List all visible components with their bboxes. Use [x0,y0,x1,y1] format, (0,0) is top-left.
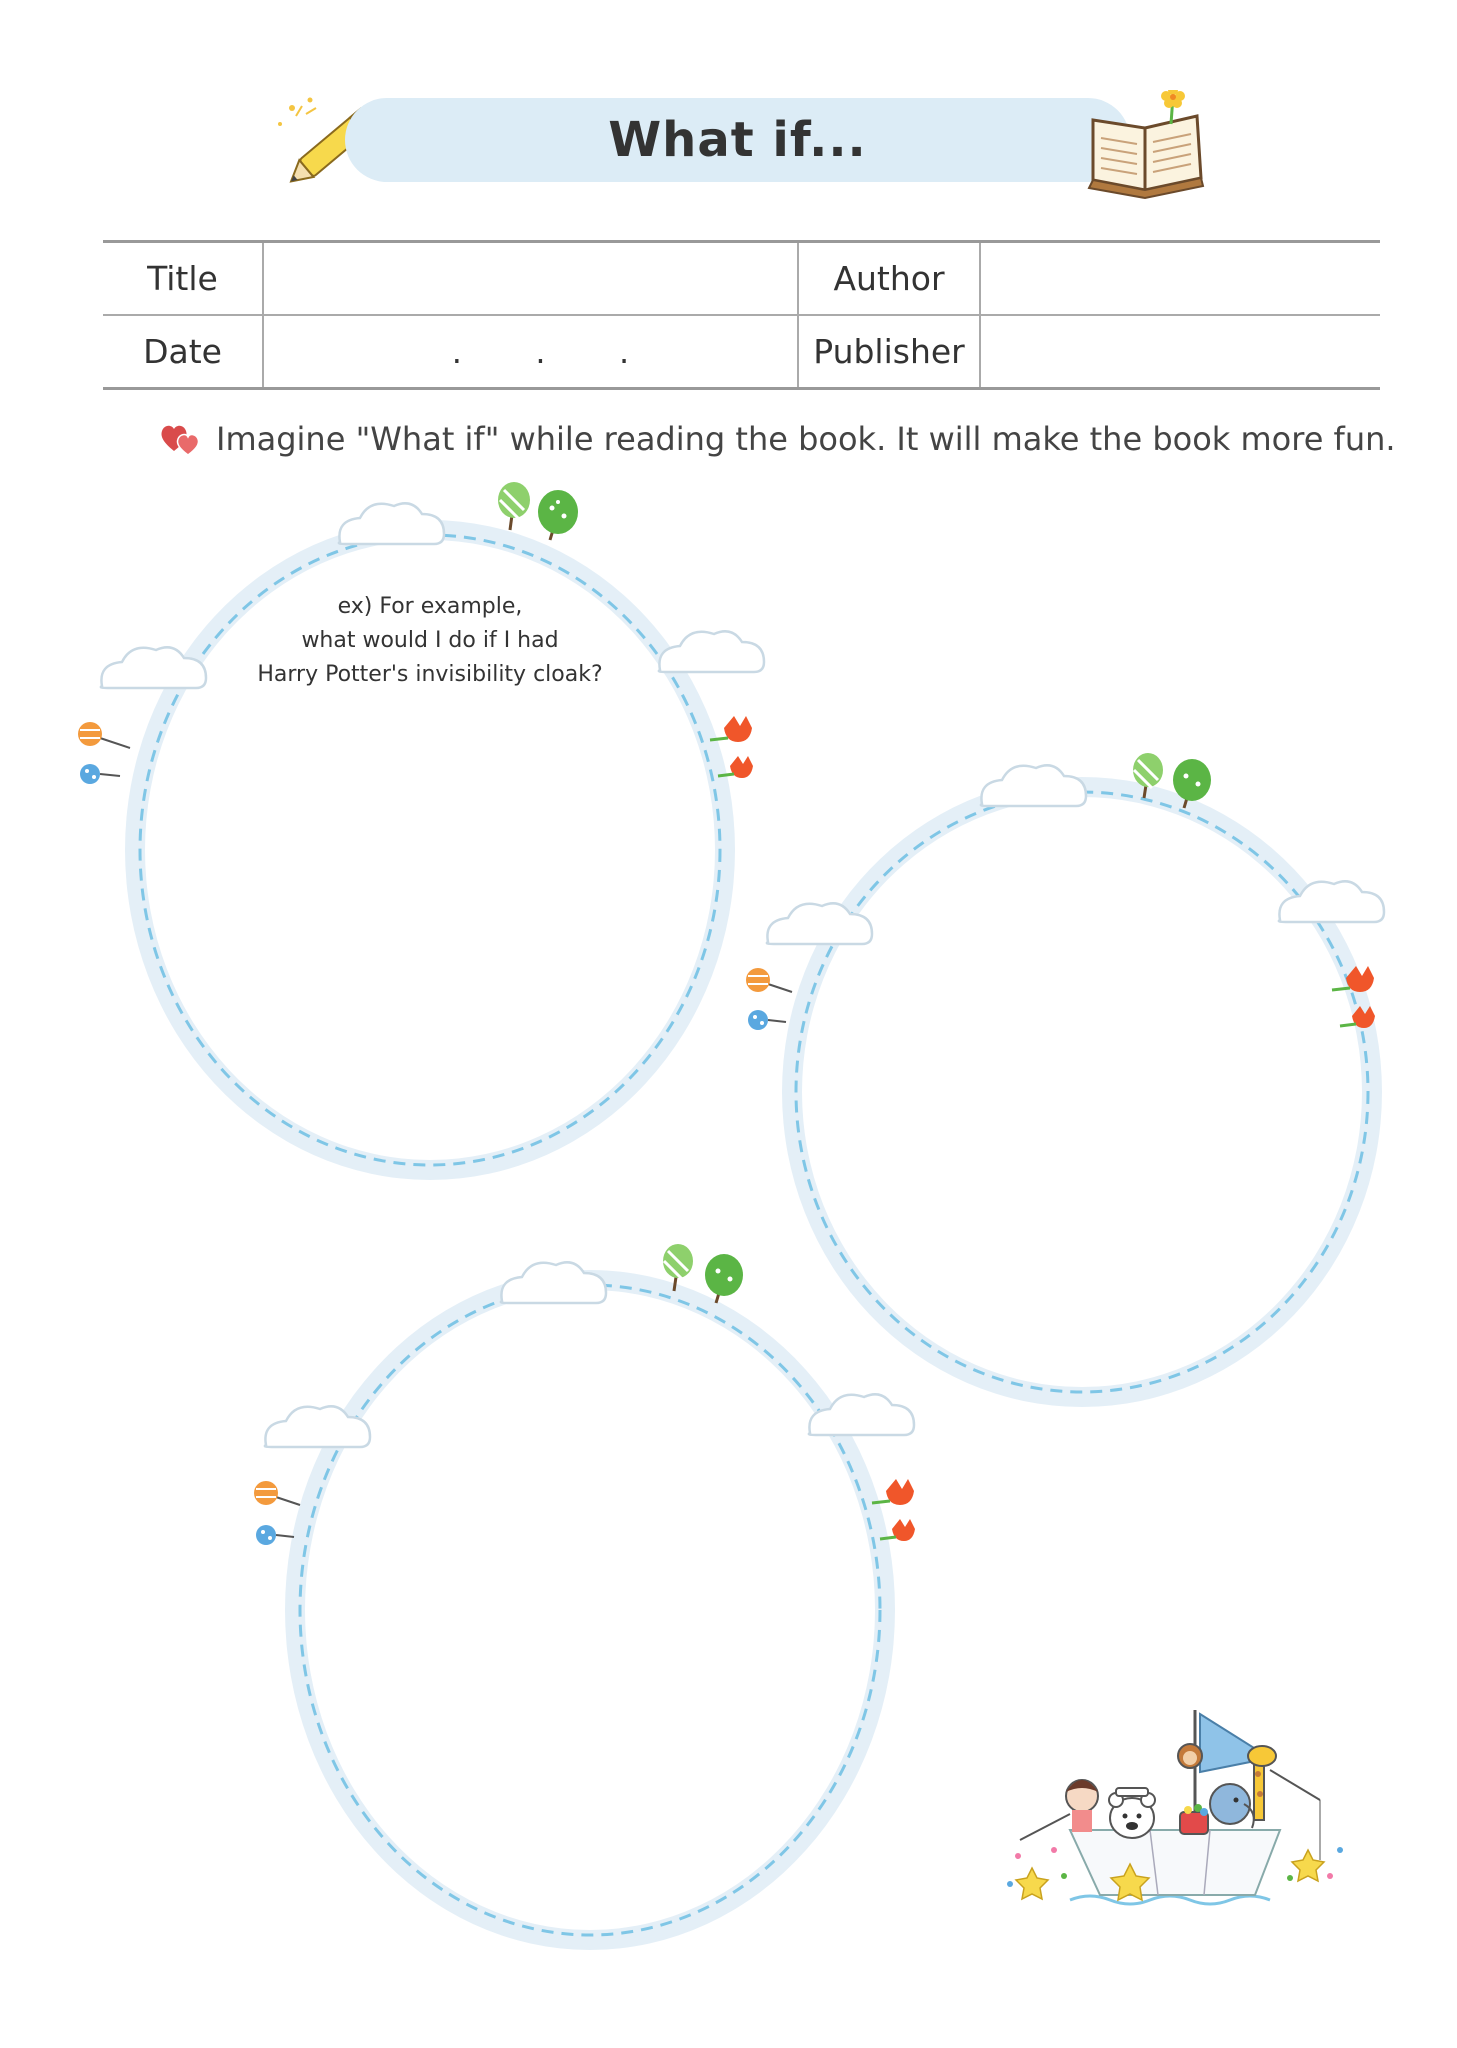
book-icon [1085,90,1210,200]
cloud-icon [659,631,764,672]
instruction-line [160,420,1396,458]
bubble-frame [260,1245,960,1945]
hearts-icon [160,421,204,457]
table-row [103,242,1380,316]
lollipop-icon [78,722,130,784]
title-label: Title [103,242,263,316]
date-label: Date [103,315,263,389]
cloud-icon [981,765,1086,806]
tree-icon [498,482,578,540]
date-separator: . [619,332,630,371]
book-info-table [103,240,1380,390]
example-line: Harry Potter's invisibility cloak? [257,662,603,687]
idea-bubble-3[interactable] [260,1245,960,1945]
author-field[interactable] [980,242,1380,316]
animal-boat-illustration [990,1700,1350,1930]
date-separator: . [535,332,546,371]
instruction-text: Imagine "What if" while reading the book. It will make the book more fun. [216,420,1396,458]
title-banner [345,98,1130,182]
page-title: What if... [608,112,867,168]
cloud-icon [339,503,444,544]
date-field[interactable] [263,315,798,389]
table-row [103,315,1380,389]
title-field[interactable] [263,242,798,316]
example-line: what would I do if I had [301,628,559,653]
example-line: ex) For example, [337,594,523,619]
date-separator: . [451,332,462,371]
author-label: Author [798,242,980,316]
example-prompt [220,590,640,692]
idea-bubble-1[interactable] [100,490,800,1190]
cloud-icon [501,1262,606,1303]
publisher-label: Publisher [798,315,980,389]
publisher-field[interactable] [980,315,1380,389]
